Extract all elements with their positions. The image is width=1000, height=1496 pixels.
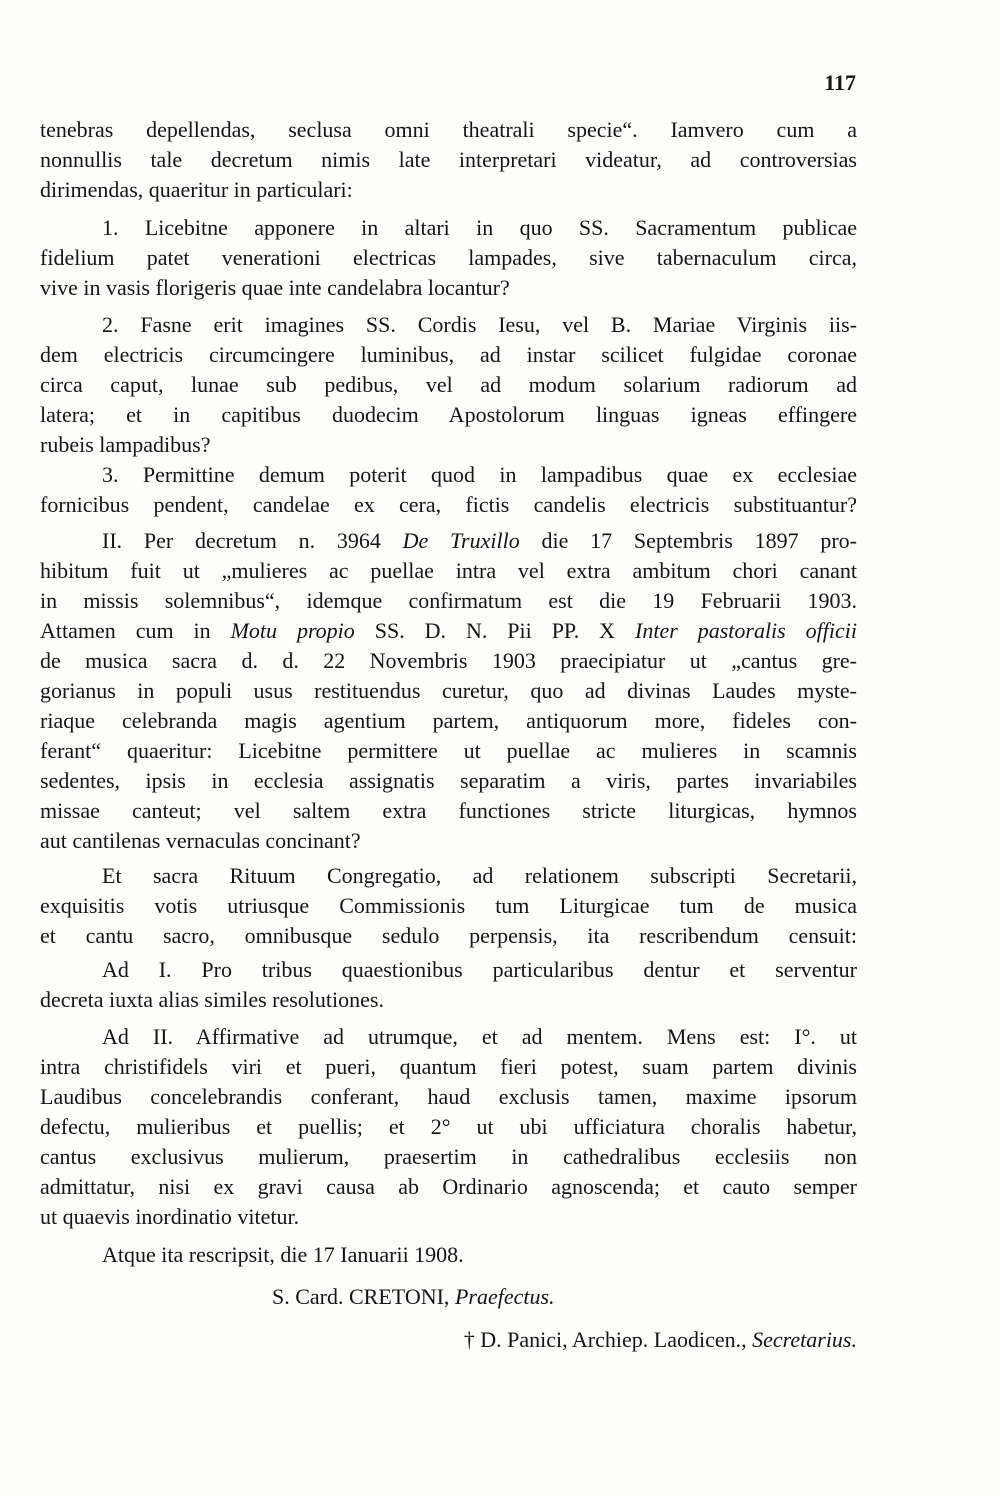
secretary-signature <box>40 1325 857 1355</box>
text-line: in missis solemnibus“, idemque confirmatum est die 19 Februarii 1903. <box>40 588 857 613</box>
text-line: de musica sacra d. d. 22 Novembris 1903 praecipiatur ut „cantus gre- <box>40 648 857 673</box>
decree-title-italic: De Truxillo <box>402 528 520 553</box>
paragraph-congregation <box>40 861 857 951</box>
text-line: intra christifidels viri et pueri, quantum fieri potest, suam partem divinis <box>40 1054 857 1079</box>
page-body <box>40 115 857 1355</box>
text-line: Ad II. Affirmative ad utrumque, et ad mentem. Mens est: I°. ut <box>102 1024 857 1049</box>
paragraph-answer-i <box>40 955 857 1015</box>
paragraph-answer-ii <box>40 1022 857 1232</box>
text-line: hibitum fuit ut „mulieres ac puellae intra vel extra ambitum chori canant <box>40 558 857 583</box>
text-line: ut quaevis inordinatio vitetur. <box>40 1204 300 1229</box>
text-line: exquisitis votis utriusque Commissionis tum Liturgicae tum de musica <box>40 893 857 918</box>
text-line: 3. Permittine demum poterit quod in lampadibus quae ex ecclesiae <box>102 462 857 487</box>
text-line: sedentes, ipsis in ecclesia assignatis separatim a viris, partes invariabiles <box>40 768 857 793</box>
paragraph-question-3 <box>40 460 857 520</box>
text-line: Et sacra Rituum Congregatio, ad relationem subscripti Secretarii, <box>102 863 857 888</box>
paragraph-section-ii <box>40 526 857 856</box>
prefect-title: Praefectus. <box>454 1284 555 1309</box>
text-line: fornicibus pendent, candelae ex cera, fictis candelis electricis substituantur? <box>40 492 857 517</box>
secretary-title: Secretarius. <box>752 1327 857 1352</box>
text-line: vive in vasis florigeris quae inte candelabra locantur? <box>40 275 510 300</box>
text-line: defectu, mulieribus et puellis; et 2° ut ubi ufficiatura choralis habetur, <box>40 1114 857 1139</box>
paragraph-question-2 <box>40 310 857 460</box>
document-title-italic: Inter pastoralis officii <box>635 618 857 643</box>
date-line: Atque ita rescripsit, die 17 Ianuarii 1908. <box>102 1242 464 1267</box>
text-line: ferant“ quaeritur: Licebitne permittere ut puellae ac mulieres in scamnis <box>40 738 857 763</box>
text-line: 1. Licebitne apponere in altari in quo SS. Sacramentum publicae <box>102 215 857 240</box>
text-line: et cantu sacro, omnibusque sedulo perpensis, ita rescribendum censuit: <box>40 923 857 948</box>
text-line: nonnullis tale decretum nimis late interpretari videatur, ad controversias <box>40 147 857 172</box>
text-line: missae canteut; vel saltem extra functiones stricte liturgicas, hymnos <box>40 798 857 823</box>
text-line: circa caput, lunae sub pedibus, vel ad modum solarium radiorum ad <box>40 372 857 397</box>
text-line: latera; et in capitibus duodecim Apostolorum linguas igneas effingere <box>40 402 857 427</box>
page-number: 117 <box>824 70 856 95</box>
text-line: decreta iuxta alias similes resolutiones. <box>40 987 384 1012</box>
text-line: 2. Fasne erit imagines SS. Cordis Iesu, vel B. Mariae Virginis iis- <box>102 312 857 337</box>
text-line: cantus exclusivus mulierum, praesertim in cathedralibus ecclesiis non <box>40 1144 857 1169</box>
paragraph-intro <box>40 115 857 205</box>
text-line: aut cantilenas vernaculas concinant? <box>40 828 361 853</box>
motu-proprio-italic: Motu propio <box>230 618 355 643</box>
text-line: dirimendas, quaeritur in particulari: <box>40 177 353 202</box>
text-line: II. Per decretum n. 3964 De Truxillo die 17 Septembris 1897 pro- <box>102 528 857 553</box>
prefect-name: S. Card. CRETONI, <box>272 1284 455 1309</box>
text-line: Laudibus concelebrandis conferant, haud exclusis tamen, maxime ipsorum <box>40 1084 857 1109</box>
text-line: tenebras depellendas, seclusa omni theatrali specie“. Iamvero cum a <box>40 117 857 142</box>
text-line: Ad I. Pro tribus quaestionibus particularibus dentur et serventur <box>102 957 857 982</box>
text-line: admittatur, nisi ex gravi causa ab Ordinario agnoscenda; et cauto semper <box>40 1174 857 1199</box>
text-line: fidelium patet venerationi electricas lampades, sive tabernaculum circa, <box>40 245 857 270</box>
text-line: dem electricis circumcingere luminibus, ad instar scilicet fulgidae coronae <box>40 342 857 367</box>
text-line: Attamen cum in Motu propio SS. D. N. Pii PP. X Inter pastoralis officii <box>40 618 857 643</box>
paragraph-question-1 <box>40 213 857 303</box>
text-line: riaque celebranda magis agentium partem, antiquorum more, fideles con- <box>40 708 857 733</box>
secretary-name: † D. Panici, Archiep. Laodicen., <box>463 1327 753 1352</box>
text-line: gorianus in populi usus restituendus curetur, quo ad divinas Laudes myste- <box>40 678 857 703</box>
text-line: rubeis lampadibus? <box>40 432 211 457</box>
prefect-signature <box>40 1282 857 1312</box>
